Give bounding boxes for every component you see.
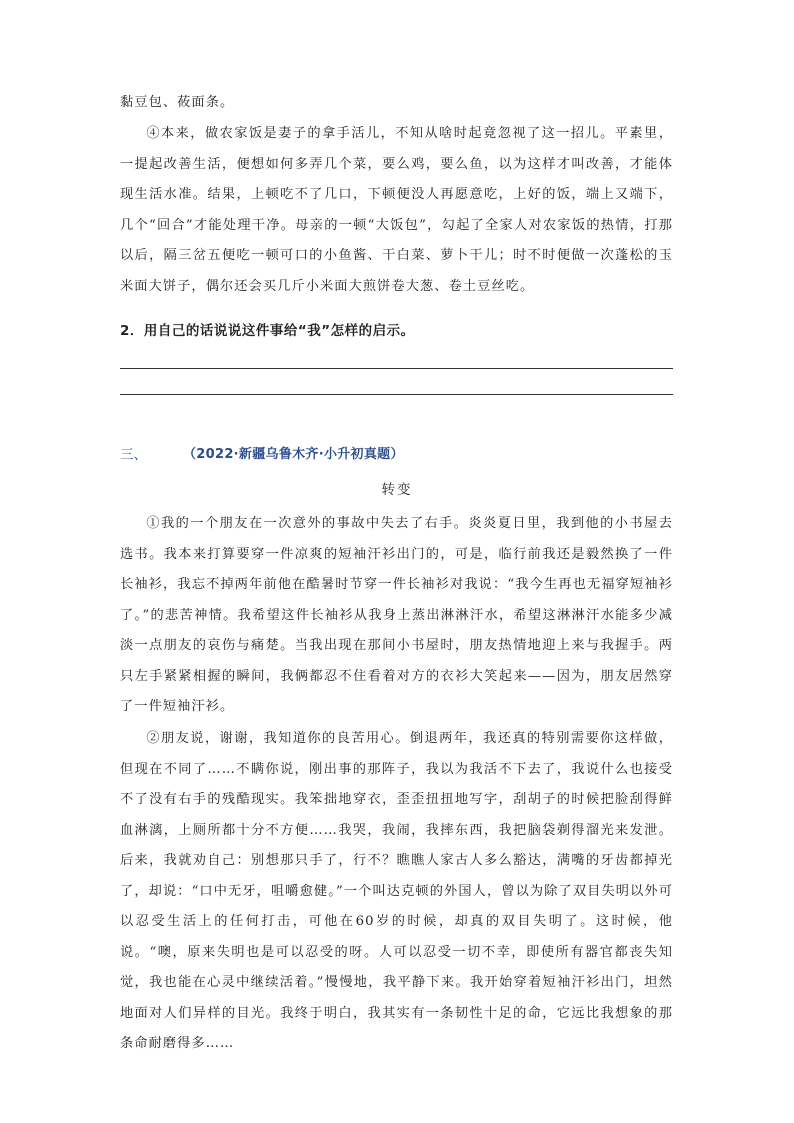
article-paragraph-2: ②朋友说，谢谢，我知道你的良苦用心。倒退两年，我还真的特别需要你这样做，但现在不同了……不瞒你说，刚出事的那阵子，我以为我活不下去了，我说什么也接受不了没有右手的残酷现实。我笨拙地穿衣，歪歪扭扭地写字，刮胡子的时候把脸刮得鲜血淋漓，上厕所都十分不方便……我哭，我闹，我摔东西，我把脑袋剃得溜光来发泄。后来，我就劝自己：别想那只手了，行不？瞧瞧人家古人多么豁达，满嘴的牙齿都掉光了，却说：“口中无牙，咀嚼愈健。”一个叫达克顿的外国人，曾以为除了双目失明以外可以忍受生活上的任何打击，可他在60岁的时候，却真的双目失明了。这时候，他说。“噢，原来失明也是可以忍受的呀。人可以忍受一切不幸，即使所有器官都丧失知觉，我也能在心灵中继续活着。”慢慢地，我平静下来。我开始穿着短袖汗衫出门，坦然地面对人们异样的目光。我终于明白，我其实有一条韧性十足的命，它远比我想象的那条命耐磨得多…… xyxy=(120,731,673,1051)
passage-tail-text: 黏豆包、莜面条。 xyxy=(120,95,235,110)
answer-line-2[interactable] xyxy=(120,394,673,395)
section-number: 三、 xyxy=(120,447,147,463)
paragraph-4: ④本来，做农家饭是妻子的拿手活儿，不知从啥时起竟忽视了这一招儿。平素里，一提起改善生活，便想如何多弄几个菜，要么鸡，要么鱼，以为这样才叫改善，才能体现生活水准。结果，上顿吃不了几口，下顿便没人再愿意吃，上好的饭，端上又端下，几个“回合”才能处理干净。母亲的一顿“大饭包”，勾起了全家人对农家饭的热情，打那以后，隔三岔五便吃一顿可口的小鱼酱、干白菜、萝卜干儿；时不时便做一次蓬松的玉米面大饼子，偶尔还会买几斤小米面大煎饼卷大葱、卷土豆丝吃。 xyxy=(120,126,673,294)
article-paragraph-1: ①我的一个朋友在一次意外的事故中失去了右手。炎炎夏日里，我到他的小书屋去选书。我本来打算要穿一件凉爽的短袖汗衫出门的，可是，临行前我还是毅然换了一件长袖衫，我忘不掉两年前他在酷暑时节穿一件长袖衫对我说：“我今生再也无福穿短袖衫了。”的悲苦神情。我希望这件长袖衫从我身上蒸出淋淋汗水，希望这淋淋汗水能多少减淡一点朋友的哀伤与痛楚。当我出现在那间小书屋时，朋友热情地迎上来与我握手。两只左手紧紧相握的瞬间，我俩都忍不住看着对方的衣衫大笑起来——因为，朋友居然穿了一件短袖汗衫。 xyxy=(120,516,673,714)
section-source: （2022·新疆乌鲁木齐·小升初真题） xyxy=(183,447,404,462)
article-title: 转变 xyxy=(381,482,413,498)
answer-line-1[interactable] xyxy=(120,368,673,369)
question-2: 2．用自己的话说说这件事给“我”怎样的启示。 xyxy=(120,323,415,339)
